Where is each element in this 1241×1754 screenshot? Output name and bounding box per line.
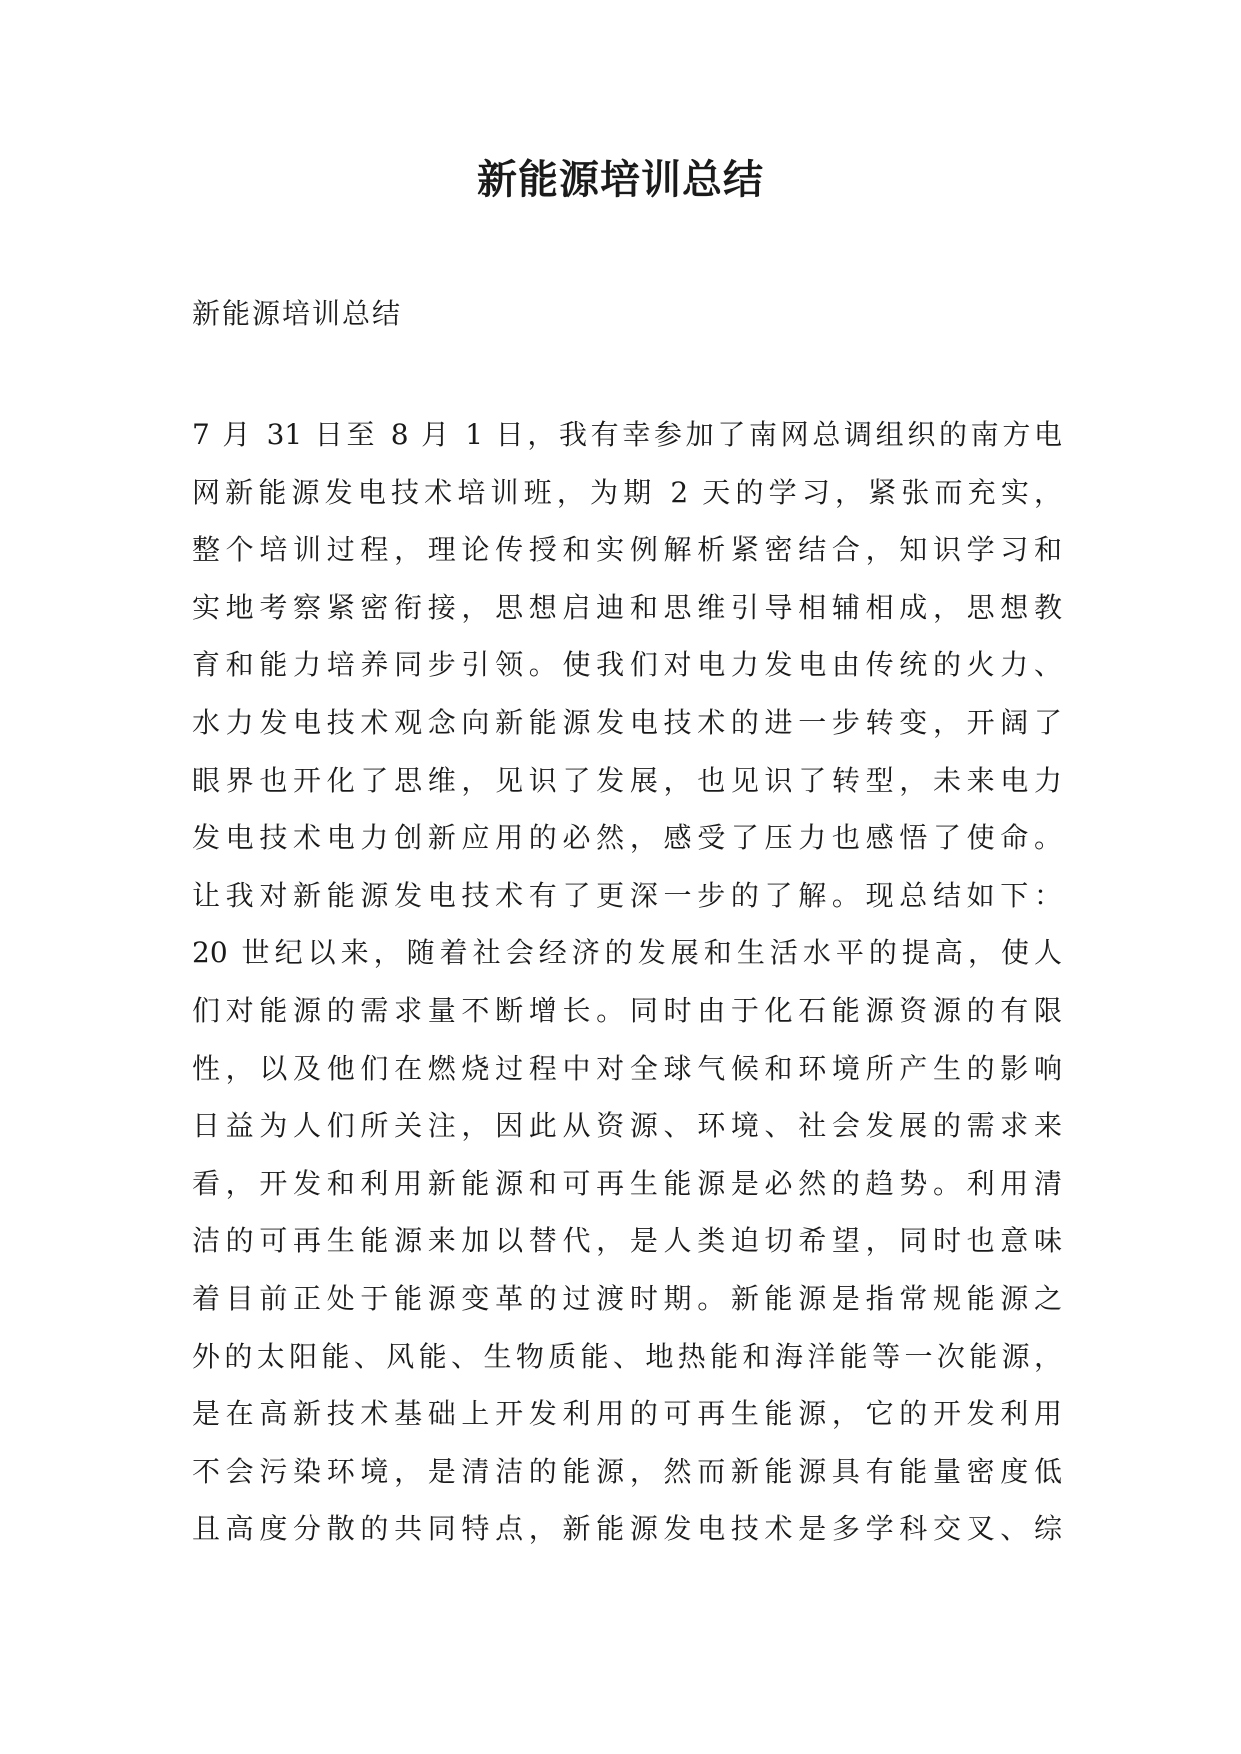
body-line: 是在高新技术基础上开发利用的可再生能源，它的开发利用 [192, 1397, 1062, 1431]
document-subtitle: 新能源培训总结 [192, 297, 403, 330]
body-line: 不会污染环境，是清洁的能源，然而新能源具有能量密度低 [192, 1454, 1062, 1488]
body-line: 育和能力培养同步引领。使我们对电力发电由传统的火力、 [192, 648, 1062, 682]
body-line: 20 世纪以来，随着社会经济的发展和生活水平的提高，使人 [192, 936, 1062, 970]
body-line: 外的太阳能、风能、生物质能、地热能和海洋能等一次能源， [192, 1339, 1062, 1373]
body-line: 洁的可再生能源来加以替代，是人类迫切希望，同时也意味 [192, 1224, 1062, 1258]
body-line: 眼界也开化了思维，见识了发展，也见识了转型，未来电力 [192, 763, 1062, 797]
body-paragraph [192, 406, 1062, 1558]
document-title: 新能源培训总结 [477, 156, 764, 203]
body-line: 且高度分散的共同特点，新能源发电技术是多学科交叉、综 [192, 1512, 1062, 1546]
body-line: 发电技术电力创新应用的必然，感受了压力也感悟了使命。 [192, 821, 1062, 855]
body-line: 日益为人们所关注，因此从资源、环境、社会发展的需求来 [192, 1109, 1062, 1143]
body-line: 实地考察紧密衔接，思想启迪和思维引导相辅相成，思想教 [192, 590, 1062, 624]
body-line: 网新能源发电技术培训班，为期 2 天的学习，紧张而充实， [192, 475, 1062, 509]
body-line: 们对能源的需求量不断增长。同时由于化石能源资源的有限 [192, 993, 1062, 1027]
body-line: 水力发电技术观念向新能源发电技术的进一步转变，开阔了 [192, 705, 1062, 739]
body-line: 让我对新能源发电技术有了更深一步的了解。现总结如下： [192, 878, 1062, 912]
body-line: 着目前正处于能源变革的过渡时期。新能源是指常规能源之 [192, 1281, 1062, 1315]
body-line: 看，开发和利用新能源和可再生能源是必然的趋势。利用清 [192, 1166, 1062, 1200]
body-line: 性，以及他们在燃烧过程中对全球气候和环境所产生的影响 [192, 1051, 1062, 1085]
body-line: 7 月 31 日至 8 月 1 日，我有幸参加了南网总调组织的南方电 [192, 418, 1062, 451]
body-line: 整个培训过程，理论传授和实例解析紧密结合，知识学习和 [192, 533, 1062, 567]
